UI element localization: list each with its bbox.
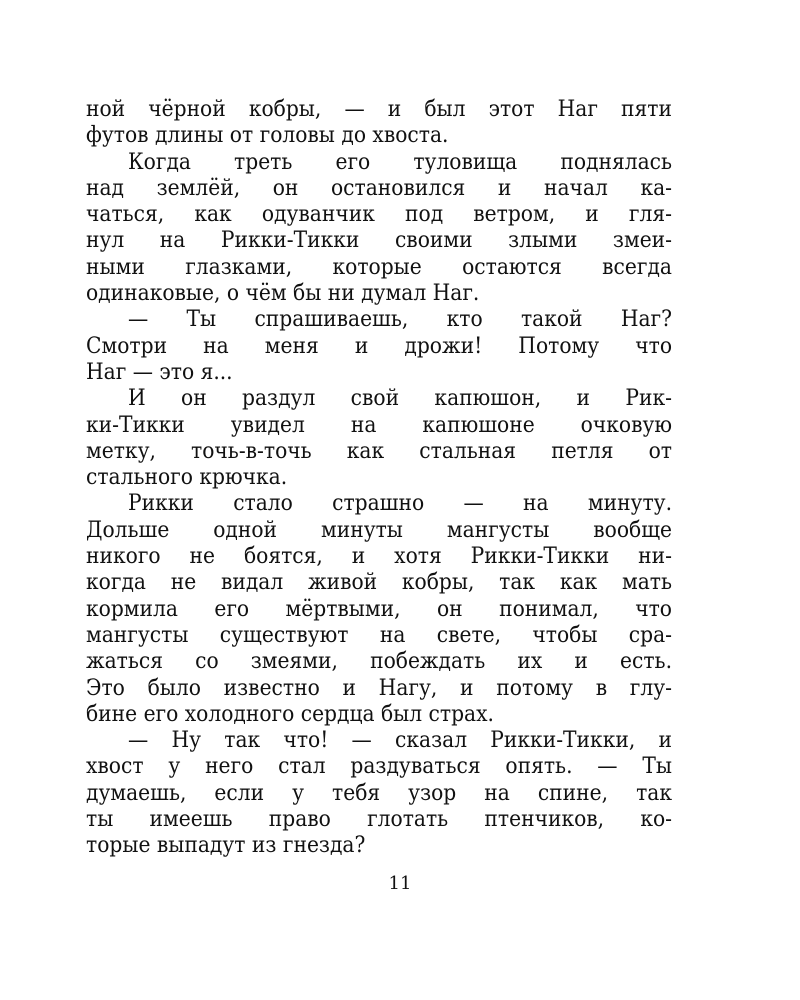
text-line: футов длины от головы до хвоста.	[86, 122, 449, 149]
text-line: И он раздул свой капюшон, и Рик-	[128, 385, 672, 412]
text-line: Смотри на меня и дрожи! Потому что	[86, 332, 672, 359]
text-line: мангусты существуют на свете, чтобы сра-	[86, 621, 672, 648]
text-line: думаешь, если у тебя узор на спине, так	[86, 779, 672, 806]
text-line: Дольше одной минуты мангусты вообще	[86, 516, 672, 543]
text-line: бине его холодного сердца был страх.	[86, 700, 494, 727]
text-line: ной чёрной кобры, — и был этот Наг пяти	[86, 96, 672, 122]
text-line: хвост у него стал раздуваться опять. — Ты	[86, 753, 672, 780]
text-line: одинаковые, о чём бы ни думал Наг.	[86, 280, 480, 307]
text-line: когда не видал живой кобры, так как мать	[86, 569, 672, 596]
text-line: — Ты спрашиваешь, кто такой Наг?	[128, 306, 672, 333]
text-line: — Ну так что! — сказал Рикки-Тикки, и	[128, 727, 672, 754]
text-line: жаться со змеями, побеждать их и есть.	[86, 648, 672, 675]
text-line: ными глазками, которые остаются всегда	[86, 253, 672, 280]
text-line: никого не боятся, и хотя Рикки-Тикки ни-	[86, 543, 672, 570]
text-line: нул на Рикки-Тикки своими злыми змеи-	[86, 227, 672, 254]
text-line: Когда треть его туловища поднялась	[128, 148, 672, 175]
text-line: торые выпадут из гнезда?	[86, 832, 366, 859]
text-line: Рикки стало страшно — на минуту.	[128, 490, 672, 517]
text-line: над землёй, он остановился и начал ка-	[86, 174, 672, 201]
text-line: ты имеешь право глотать птенчиков, ко-	[86, 806, 672, 833]
text-line: ки-Тикки увидел на капюшоне очковую	[86, 411, 672, 438]
text-line: чаться, как одуванчик под ветром, и гля-	[86, 201, 672, 228]
text-line: Наг — это я...	[86, 358, 233, 385]
book-page-text	[86, 96, 672, 859]
page-number: 11	[388, 873, 412, 894]
text-line: Это было известно и Нагу, и потому в глу-	[86, 674, 672, 701]
text-line: метку, точь-в-точь как стальная петля от	[86, 437, 672, 464]
text-line: кормила его мёртвыми, он понимал, что	[86, 595, 672, 622]
text-line: стального крючка.	[86, 464, 288, 491]
